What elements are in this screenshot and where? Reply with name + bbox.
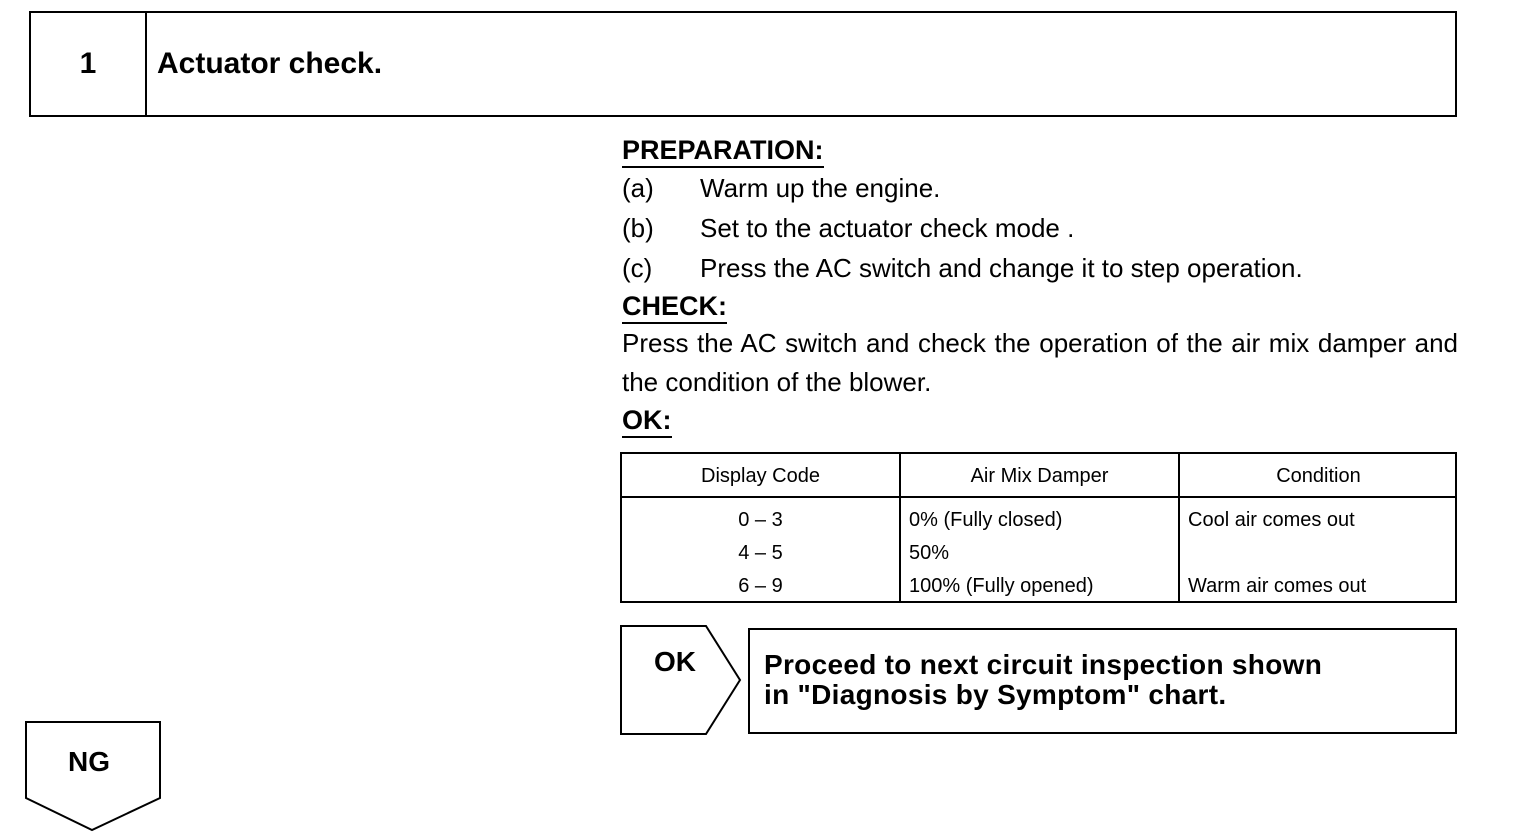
preparation-item-a xyxy=(622,168,1458,208)
table-cell-damper: 100% (Fully opened) xyxy=(909,575,1094,597)
table-cell-damper: 0% (Fully closed) xyxy=(909,509,1063,531)
preparation-item-label: (b) xyxy=(622,213,654,243)
procedure-content xyxy=(622,132,1458,438)
check-text: Press the AC switch and check the operation of the air mix damper and the condition of the blower. xyxy=(622,328,1458,397)
ok-spec-table xyxy=(620,452,1457,603)
table-header-air-mix-damper: Air Mix Damper xyxy=(970,465,1109,487)
table-cell-condition: Warm air comes out xyxy=(1188,575,1367,597)
ng-label: NG xyxy=(68,746,110,777)
preparation-item-b xyxy=(622,208,1458,248)
preparation-item-label: (c) xyxy=(622,253,653,283)
preparation-item-c xyxy=(622,248,1458,288)
table-header-condition: Condition xyxy=(1276,465,1361,487)
step-number: 1 xyxy=(31,13,147,115)
ok-result-line-2: in "Diagnosis by Symptom" chart. xyxy=(764,679,1227,710)
step-title: Actuator check. xyxy=(157,47,383,80)
table-cell-condition: Cool air comes out xyxy=(1188,509,1355,531)
preparation-item-text: Press the AC switch and change it to step operation. xyxy=(700,253,1303,283)
step-header xyxy=(29,11,1457,117)
table-cell-code: 6 – 9 xyxy=(738,575,783,597)
preparation-item-text: Set to the actuator check mode . xyxy=(700,213,1075,243)
preparation-heading: PREPARATION: xyxy=(622,134,824,168)
table-cell-damper: 50% xyxy=(909,542,950,564)
check-heading: CHECK: xyxy=(622,290,727,324)
ok-arrow-shape xyxy=(620,624,746,738)
ok-result-box xyxy=(748,628,1457,734)
preparation-item-text: Warm up the engine. xyxy=(700,173,941,203)
ok-label: OK xyxy=(654,646,696,677)
table-cell-code: 0 – 3 xyxy=(738,509,783,531)
preparation-item-label: (a) xyxy=(622,173,654,203)
ok-result-line-1: Proceed to next circuit inspection shown xyxy=(764,649,1323,680)
ok-heading: OK: xyxy=(622,404,672,438)
table-header-display-code: Display Code xyxy=(701,465,820,487)
table-cell-code: 4 – 5 xyxy=(738,542,783,564)
